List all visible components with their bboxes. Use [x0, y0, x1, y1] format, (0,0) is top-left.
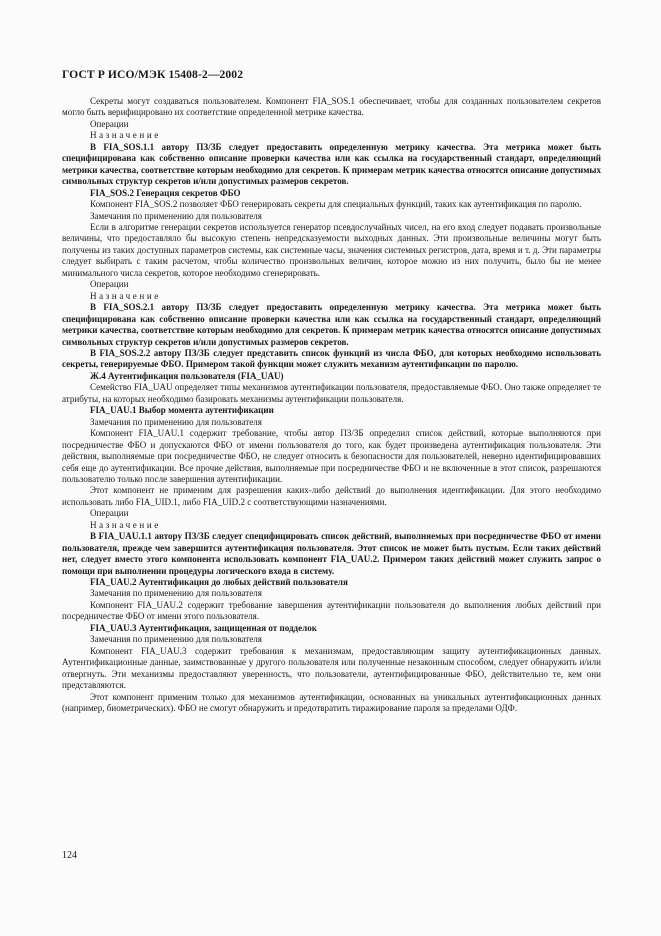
paragraph: Этот компонент применим только для механизмов аутентификации, основанных на уникальных аутентификационных данных (например, биометрических). ФБО не смогут обнаружить и предотвратить тиражирование пароля за пределами ОДФ.	[62, 691, 601, 714]
running-header: ГОСТ Р ИСО/МЭК 15408-2—2002	[62, 68, 244, 81]
section-heading: FIA_UAU.1 Выбор момента аутентификации	[90, 405, 274, 416]
spaced-subheading: Назначение	[90, 519, 161, 530]
subheading: Замечания по применению для пользователя	[90, 416, 262, 427]
section-heading: FIA_SOS.2 Генерация секретов ФБО	[90, 187, 241, 198]
section-heading: FIA_UAU.2 Аутентификация до любых действий пользователя	[90, 577, 348, 588]
paragraph: Этот компонент не применим для разрешения каких-либо действий до выполнения идентификации. Для этого необходимо использовать либо FIA_UID.1, либо FIA_UID.2 с соответствующими назначениями.	[62, 485, 601, 507]
paragraph: Компонент FIA_UAU.1 содержит требование, чтобы автор ПЗ/ЗБ определил список действий, которые выполняются при посредничестве ФБО и допускаются ФБО от имени пользователя до того, как будет произведена аутентификация пользователя. Эти действия, выполняемые при посредничестве ФБО, не следует относить к безопасности для пользователей, неверно идентифицировавших себя еще до аутентификации. Все прочие действия, выполняемые при посредничестве ФБО и не включенные в этот список, разрешаются пользователю только после завершения аутентификации.	[62, 428, 601, 484]
subheading: Замечания по применению для пользователя	[90, 588, 262, 599]
subheading: Замечания по применению для пользователя	[90, 210, 262, 221]
page-body	[62, 96, 601, 714]
subheading: Операции	[90, 279, 129, 290]
paragraph: Компонент FIA_SOS.2 позволяет ФБО генерировать секреты для специальных функций, таких как аутентификация по паролю.	[90, 199, 582, 210]
section-heading: FIA_UAU.3 Аутентификация, защищенная от подделок	[90, 622, 317, 633]
bold-paragraph: В FIA_UAU.1.1 автору ПЗ/ЗБ следует специфицировать список действий, выполняемых при посредничестве ФБО от имени пользователя, прежде чем завершится аутентификация пользователя. Этот список не может быть пустым. Если таких действий нет, следует вместо этого компонента использовать компонент FIA_UAU.2. Примером таких действий может служить запрос о помощи при выполнении процедуры логического входа в систему.	[62, 531, 601, 576]
section-heading: Ж.4 Аутентификация пользователя (FIA_UAU)	[90, 370, 284, 381]
paragraph: Если в алгоритме генерации секретов используется генератор псевдослучайных чисел, на его вход следует подавать произвольные величины, что предоставляло бы высокую степень непредсказуемости выходных данных. Эти произвольные величины могут быть получены из таких доступных параметров системы, как системные часы, значения системных регистров, дата, время и т. д. Эти параметры следует выбирать с таким расчетом, чтобы количество произвольных величин, которое можно из них получить, было бы не менее минимального числа секретов, которое необходимо сгенерировать.	[62, 221, 601, 278]
subheading: Операции	[90, 508, 129, 519]
paragraph: Компонент FIA_UAU.2 содержит требование завершения аутентификации пользователя до выполнения любых действий при посредничестве ФБО от имени этого пользователя.	[62, 599, 601, 622]
subheading: Замечания по применению для пользователя	[90, 634, 262, 645]
subheading: Операции	[90, 118, 129, 129]
bold-paragraph: В FIA_SOS.1.1 автору ПЗ/ЗБ следует предоставить определенную метрику качества. Эта метрика может быть специфицирована как собственно описание проверки качества или как ссылка на государственный стандарт, определяющий метрики качества, соответствие которым необходимо для секретов. К примерам метрик качества относятся описание допустимых символьных структур секретов и/или допустимых размеров секретов.	[62, 141, 601, 187]
spaced-subheading: Назначение	[90, 290, 161, 301]
page-number: 124	[62, 850, 77, 861]
paragraph: Семейство FIA_UAU определяет типы механизмов аутентификации пользователя, предоставляемые ФБО. Оно также определяет те атрибуты, на которых необходимо базировать механизмы аутентификации пользователя.	[62, 382, 601, 404]
paragraph: Компонент FIA_UAU.3 содержит требования к механизмам, предоставляющим защиту аутентификационных данных. Аутентификационные данные, заимствованные у другого пользователя или полученные незаконным способом, следует обнаружить и/или отвергнуть. Эти механизмы предоставляют уверенность, что пользователи, аутентифицированные ФБО, действительно те, кем они представляются.	[62, 645, 601, 691]
bold-paragraph: В FIA_SOS.2.2 автору ПЗ/ЗБ следует представить список функций из числа ФБО, для которых необходимо использовать секреты, генерируемые ФБО. Примером такой функции может служить механизм аутентификации по паролю.	[62, 347, 601, 370]
bold-paragraph: В FIA_SOS.2.1 автору ПЗ/ЗБ следует предоставить определенную метрику качества. Эта метрика может быть специфицирована как собственно описание проверки качества или как ссылка на государственный стандарт, определяющий метрики качества, соответствие которым необходимо для секретов. К примерам метрик качества относятся описание допустимых символьных структур секретов и/или допустимых размеров секретов.	[62, 302, 601, 347]
paragraph: Секреты могут создаваться пользователем. Компонент FIA_SOS.1 обеспечивает, чтобы для созданных пользователем секретов могло быть верифицировано их соответствие определенной метрике качества.	[62, 96, 601, 118]
spaced-subheading: Назначение	[90, 130, 161, 141]
